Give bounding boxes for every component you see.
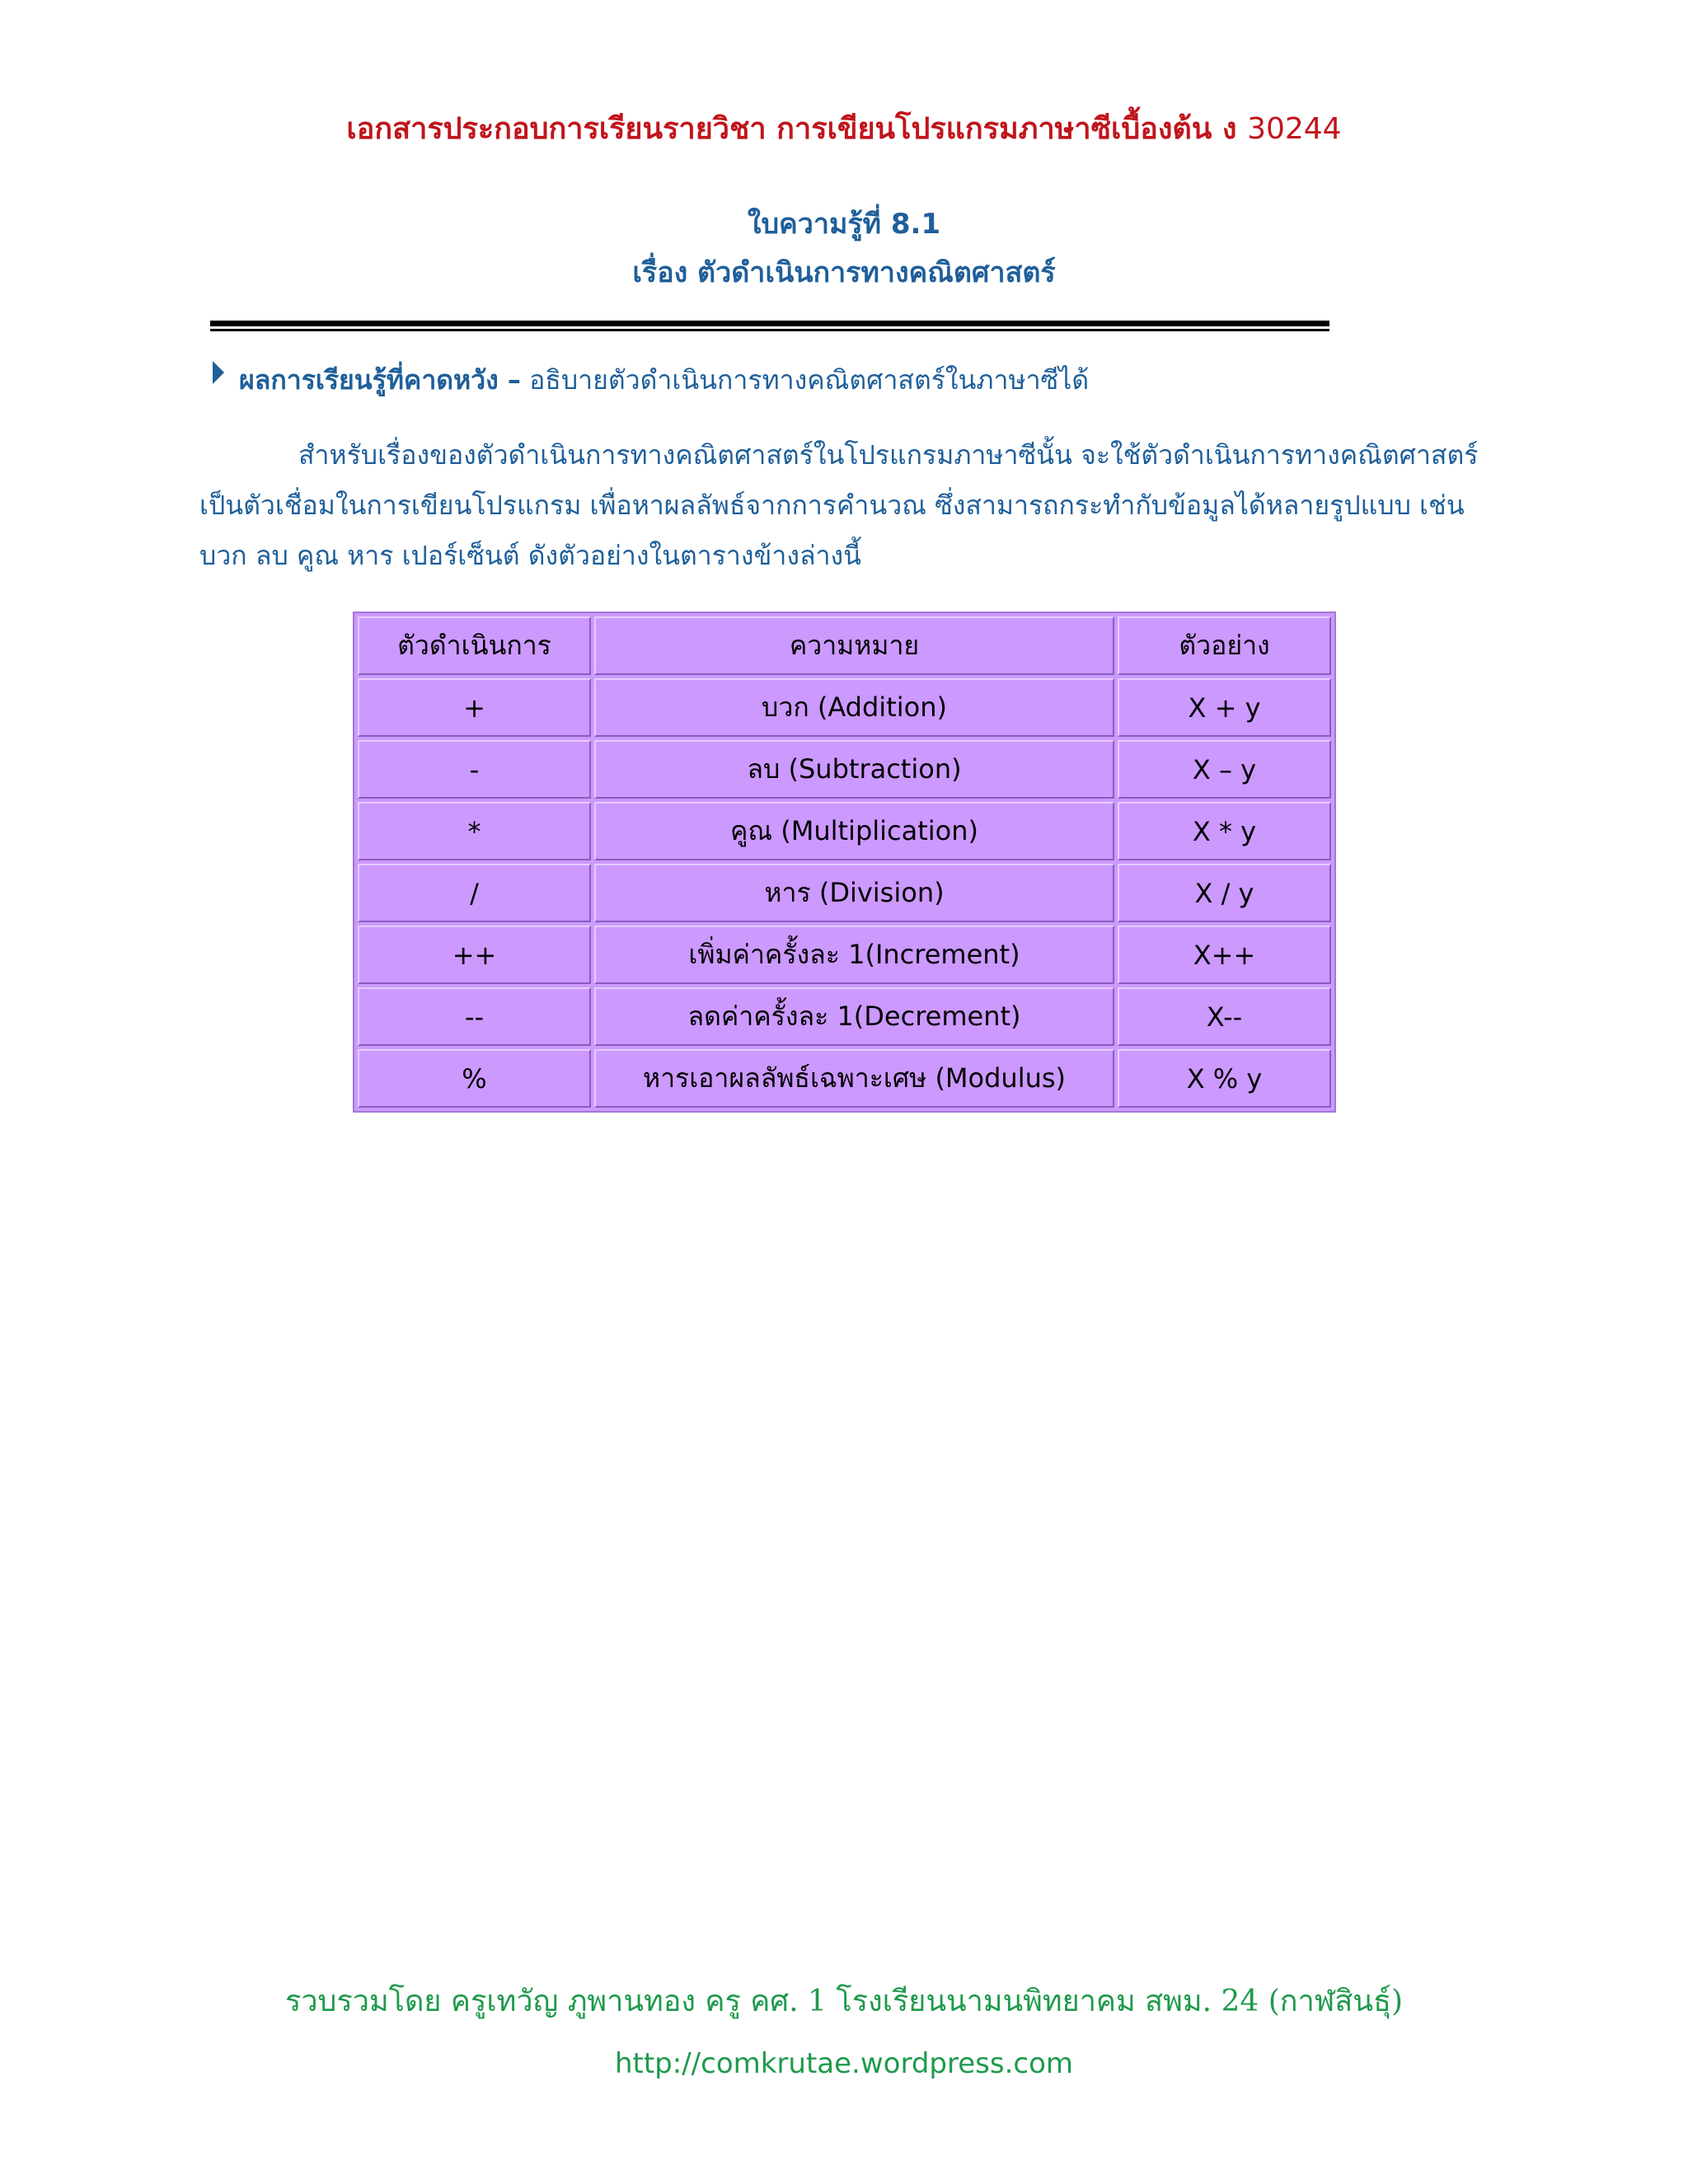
footer-credit: รวบรวมโดย ครูเทวัญ ภูพานทอง ครู คศ. 1 โรงเรียนนามนพิทยาคม สพม. 24 (กาฬสินธุ์): [284, 1985, 1404, 2018]
operator-cell: ++: [358, 926, 591, 984]
table-header-row: [358, 616, 1331, 675]
example-cell: X + y: [1118, 678, 1331, 737]
table-row: [358, 987, 1331, 1046]
header-operator: ตัวดำเนินการ: [358, 616, 591, 675]
operator-cell: --: [358, 987, 591, 1046]
triangle-bullet-icon: [213, 361, 224, 384]
operator-cell: -: [358, 740, 591, 799]
intro-paragraph: [199, 430, 1493, 581]
intro-line-3: บวก ลบ คูณ หาร เปอร์เซ็นต์ ดังตัวอย่างในตารางข้างล่างนี้: [199, 540, 862, 571]
meaning-cell: เพิ่มค่าครั้งละ 1(Increment): [594, 926, 1114, 984]
course-code: 30244: [1247, 112, 1342, 146]
intro-line-1: สำหรับเรื่องของตัวดำเนินการทางคณิตศาสตร์ในโปรแกรมภาษาซีนั้น จะใช้ตัวดำเนินการทางคณิตศาสตร์: [298, 439, 1479, 471]
table-row: [358, 740, 1331, 799]
operator-cell: *: [358, 802, 591, 860]
example-cell: X * y: [1118, 802, 1331, 860]
table-row: [358, 1049, 1331, 1108]
example-cell: X++: [1118, 926, 1331, 984]
meaning-cell: คูณ (Multiplication): [594, 802, 1114, 860]
operator-cell: /: [358, 864, 591, 922]
intro-line-2: เป็นตัวเชื่อมในการเขียนโปรแกรม เพื่อหาผลลัพธ์จากการคำนวณ ซึ่งสามารถกระทำกับข้อมูลได้หลายรูปแบบ เช่น: [199, 490, 1465, 521]
example-cell: X – y: [1118, 740, 1331, 799]
operators-table: [353, 612, 1336, 1113]
table-row: [358, 864, 1331, 922]
example-cell: X / y: [1118, 864, 1331, 922]
header-meaning: ความหมาย: [594, 616, 1114, 675]
example-cell: X--: [1118, 987, 1331, 1046]
meaning-cell: บวก (Addition): [594, 678, 1114, 737]
expected-outcome-label: ผลการเรียนรู้ที่คาดหวัง –: [239, 364, 521, 396]
document-header: [0, 109, 1688, 150]
meaning-cell: ลดค่าครั้งละ 1(Decrement): [594, 987, 1114, 1046]
knowledge-sheet-number: ใบความรู้ที่ 8.1: [747, 208, 941, 241]
meaning-cell: ลบ (Subtraction): [594, 740, 1114, 799]
knowledge-sheet-topic: เรื่อง ตัวดำเนินการทางคณิตศาสตร์: [632, 256, 1056, 289]
table-row: [358, 678, 1331, 737]
header-example: ตัวอย่าง: [1118, 616, 1331, 675]
table-row: [358, 926, 1331, 984]
divider-thick: [210, 321, 1329, 326]
operator-cell: %: [358, 1049, 591, 1108]
operator-cell: +: [358, 678, 591, 737]
expected-outcome: [213, 359, 1089, 401]
document-title: เอกสารประกอบการเรียนรายวิชา การเขียนโปรแกรมภาษาซีเบื้องต้น ง: [346, 112, 1237, 146]
divider-thin: [210, 329, 1329, 331]
meaning-cell: หาร (Division): [594, 864, 1114, 922]
meaning-cell: หารเอาผลลัพธ์เฉพาะเศษ (Modulus): [594, 1049, 1114, 1108]
example-cell: X % y: [1118, 1049, 1331, 1108]
table-row: [358, 802, 1331, 860]
footer-url-link[interactable]: http://comkrutae.wordpress.com: [614, 2047, 1074, 2080]
expected-outcome-text: อธิบายตัวดำเนินการทางคณิตศาสตร์ในภาษาซีได้: [529, 364, 1090, 396]
